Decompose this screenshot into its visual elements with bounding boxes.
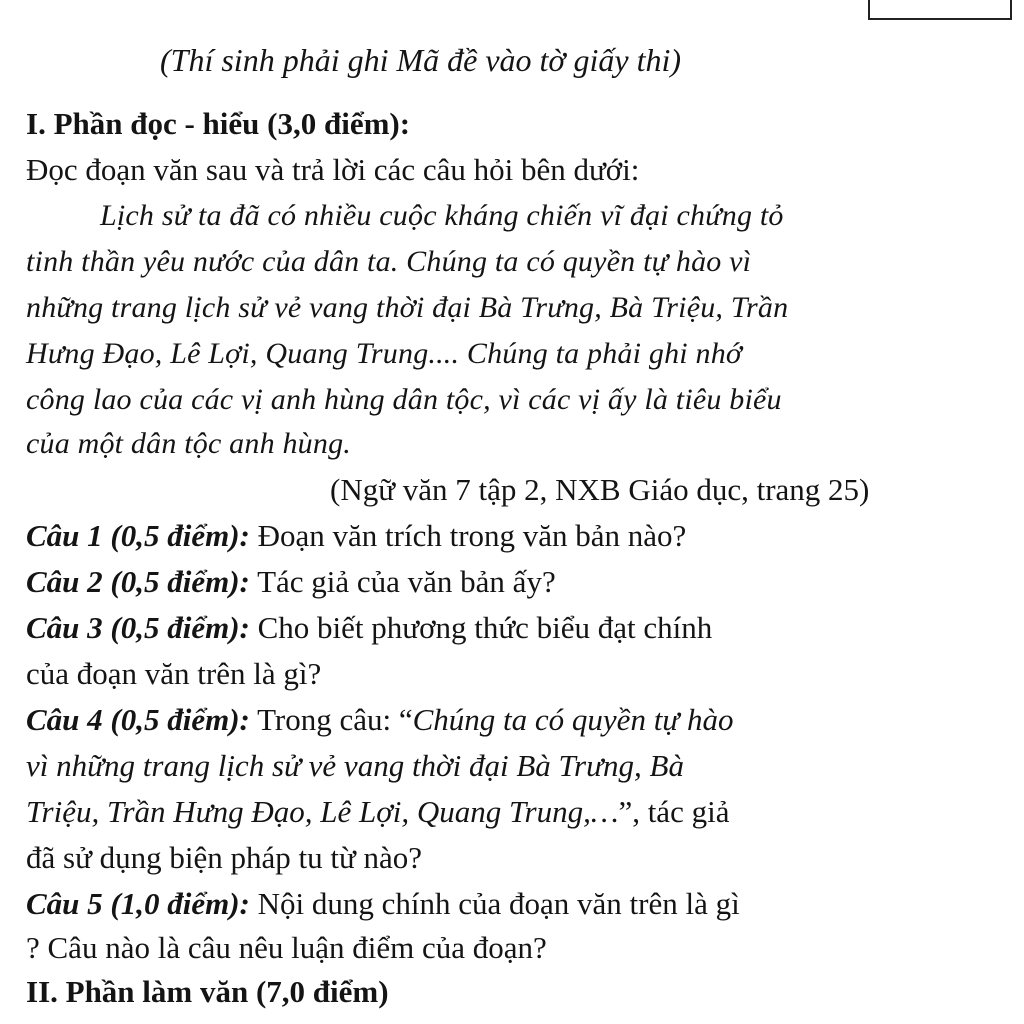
passage-line: công lao của các vị anh hùng dân tộc, vì các vị ấy là tiêu biểu [26, 383, 782, 416]
question-5-continued: ? Câu nào là câu nêu luận điểm của đoạn? [26, 930, 547, 965]
passage-line: tinh thần yêu nước của dân ta. Chúng ta có quyền tự hào vì [26, 245, 752, 278]
quoted-sentence-line: Triệu, Trần Hưng Đạo, Lê Lợi, Quang Trung,… [26, 794, 619, 829]
passage-source: (Ngữ văn 7 tập 2, NXB Giáo dục, trang 25) [330, 472, 870, 507]
question-text: Trong câu: “ [249, 702, 413, 737]
question-label: Câu 5 (1,0 điểm): [26, 886, 250, 921]
question-label: Câu 4 (0,5 điểm): [26, 702, 250, 737]
question-label: Câu 1 (0,5 điểm): [26, 518, 250, 553]
question-2 [26, 562, 556, 602]
question-5 [26, 884, 740, 924]
reading-prompt: Đọc đoạn văn sau và trả lời các câu hỏi bên dưới: [26, 152, 640, 187]
question-label: Câu 3 (0,5 điểm): [26, 610, 250, 645]
question-text: ”, tác giả [618, 794, 730, 829]
question-4 [26, 700, 733, 740]
question-text: Đoạn văn trích trong văn bản nào? [249, 518, 687, 553]
question-4-line-3 [26, 792, 729, 832]
instruction-note: (Thí sinh phải ghi Mã đề vào tờ giấy thi) [160, 42, 682, 78]
exam-code-box [868, 0, 1012, 20]
section2-heading: II. Phần làm văn (7,0 điểm) [26, 974, 389, 1009]
question-4-continued: đã sử dụng biện pháp tu từ nào? [26, 840, 423, 875]
question-text: Nội dung chính của đoạn văn trên là gì [249, 886, 740, 921]
quoted-sentence: Chúng ta có quyền tự hào [412, 702, 734, 737]
question-text: Tác giả của văn bản ấy? [249, 564, 556, 599]
question-label: Câu 2 (0,5 điểm): [26, 564, 250, 599]
section1-heading: I. Phần đọc - hiểu (3,0 điểm): [26, 106, 411, 141]
question-3 [26, 608, 712, 648]
question-3-continued: của đoạn văn trên là gì? [26, 656, 322, 691]
passage-line: Lịch sử ta đã có nhiều cuộc kháng chiến vĩ đại chứng tỏ [100, 199, 784, 232]
passage-line: của một dân tộc anh hùng. [26, 427, 351, 460]
question-text: Cho biết phương thức biểu đạt chính [249, 610, 713, 645]
question-1 [26, 516, 686, 556]
quoted-sentence-line: vì những trang lịch sử vẻ vang thời đại Bà Trưng, Bà [26, 748, 684, 783]
passage-line: những trang lịch sử vẻ vang thời đại Bà Trưng, Bà Triệu, Trần [26, 291, 789, 324]
passage-line: Hưng Đạo, Lê Lợi, Quang Trung.... Chúng ta phải ghi nhớ [26, 337, 743, 370]
